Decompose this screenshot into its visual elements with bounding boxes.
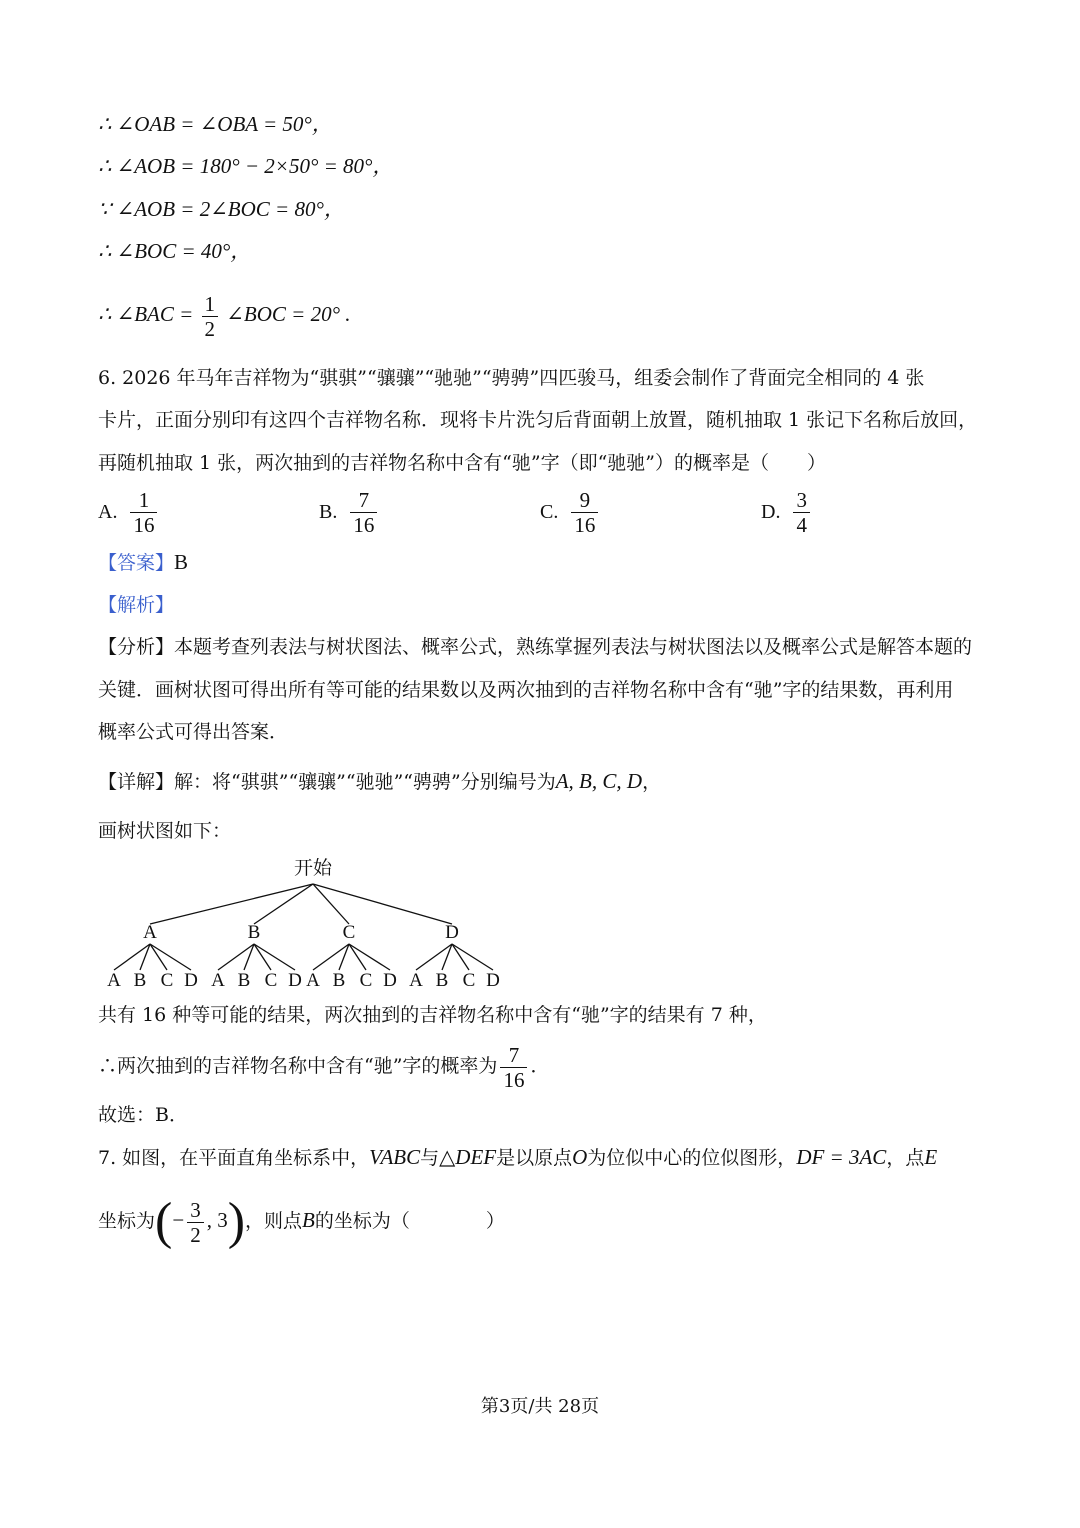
coord-denominator: 2	[190, 1222, 201, 1247]
tree-node-level2: B	[133, 970, 147, 991]
tree-node-level2: C	[264, 970, 278, 991]
option-b-numerator: 7	[350, 488, 377, 513]
option-a-denominator: 16	[133, 513, 155, 537]
q6-line-2: 卡片，正面分别印有这四个吉祥物名称．现将卡片洗匀后背面朝上放置，随机抽取 1 张记下名称后放回，	[98, 409, 978, 431]
tree-node-level2: D	[184, 970, 198, 991]
left-paren: (	[155, 1193, 173, 1250]
option-a-label: A.	[98, 501, 118, 523]
q6-line-1: 6. 2026 年马年吉祥物为“骐骐”“骧骧”“驰驰”“骋骋”四匹骏马，组委会制作了背面完全相同的 4 张	[98, 367, 925, 389]
q7-line-1	[98, 1143, 937, 1172]
tree-node-level1: B	[247, 922, 261, 943]
tree-branch	[313, 884, 452, 924]
result-numerator: 7	[500, 1043, 527, 1068]
option-d	[761, 488, 813, 537]
choose-line: 故选：B．	[98, 1104, 188, 1126]
q6-line-3: 再随机抽取 1 张，两次抽到的吉祥物名称中含有“驰”字（即“驰驰”）的概率是（ ）	[98, 452, 827, 474]
solution-line-4: ∴ ∠BOC = 40°，	[98, 239, 252, 263]
xiangjie-end: ，	[642, 771, 662, 793]
fenxi-line-1	[98, 633, 972, 661]
option-b-denominator: 16	[353, 513, 375, 537]
option-b-label: B.	[319, 501, 338, 523]
tree-root: 开始	[293, 857, 333, 879]
tree-node-level2: C	[462, 970, 476, 991]
option-a-fraction	[130, 488, 157, 537]
option-b-fraction	[350, 488, 377, 537]
result-line-2-suffix: ．	[530, 1055, 550, 1077]
tree-branch	[254, 944, 271, 970]
xiangjie-text: 解：将“骐骐”“骧骧”“驰驰”“骋骋”分别编号为	[174, 771, 556, 793]
option-c-denominator: 16	[574, 513, 596, 537]
result-line-1: 共有 16 种等可能的结果，两次抽到的吉祥物名称中含有“驰”字的结果有 7 种，	[98, 1004, 767, 1026]
tree-branch	[254, 884, 313, 924]
q7-prefix: 7. 如图，在平面直角坐标系中，	[98, 1147, 370, 1169]
tree-node-level2: D	[383, 970, 397, 991]
option-d-denominator: 4	[796, 513, 807, 537]
tree-branch	[349, 944, 366, 970]
tree-branch	[150, 944, 191, 970]
option-b	[319, 488, 380, 537]
fenxi-text-1: 本题考查列表法与树状图法、概率公式，熟练掌握列表法与树状图法以及概率公式是解答本题的	[174, 636, 973, 658]
fraction-denominator: 2	[204, 316, 216, 341]
solution-line-5-prefix: ∴ ∠BAC =	[98, 302, 194, 326]
q7-line-2-suffix: 的坐标为（ ）	[314, 1210, 505, 1232]
tree-node-level2: A	[211, 970, 225, 991]
q7-mid-3: 为位似中心的位似图形，	[587, 1147, 797, 1169]
q7-point-e: E	[924, 1145, 938, 1169]
tree-node-level2: C	[359, 970, 373, 991]
tree-node-level1: C	[342, 922, 356, 943]
q7-mid-4: ，点	[886, 1147, 925, 1169]
solution-line-1: ∴ ∠OAB = ∠OBA = 50°，	[98, 112, 333, 136]
tree-node-level2: B	[237, 970, 251, 991]
q7-triangle-1: VABC	[369, 1145, 421, 1169]
tree-branch	[452, 944, 469, 970]
result-fraction	[500, 1043, 527, 1092]
answer-tag: 【答案】	[98, 552, 175, 574]
tree-node-level1: A	[143, 922, 157, 943]
q7-line-2-mid: ，则点	[245, 1210, 303, 1232]
coord-sign: −	[172, 1208, 185, 1232]
option-a-numerator: 1	[130, 488, 157, 513]
tree-branch	[452, 944, 493, 970]
tree-node-level2: D	[288, 970, 302, 991]
tree-intro: 画树状图如下：	[98, 820, 232, 842]
fenxi-line-2: 关键．画树状图可得出所有等可能的结果数以及两次抽到的吉祥物名称中含有“驰”字的结果数，再利用	[98, 679, 954, 701]
xiangjie-math: A, B, C, D	[555, 769, 643, 793]
fraction-numerator: 1	[202, 292, 219, 317]
answer-line	[98, 548, 188, 577]
q7-line-2-prefix: 坐标为	[98, 1210, 156, 1232]
fenxi-tag: 【分析】	[98, 636, 175, 658]
q7-equation: DF = 3AC	[796, 1145, 887, 1169]
half-fraction	[202, 292, 219, 341]
tree-branch	[349, 944, 390, 970]
q7-line-2	[98, 1192, 505, 1249]
tree-branch	[313, 884, 349, 924]
option-a	[98, 488, 160, 537]
q7-mid-2: 是以原点	[496, 1147, 573, 1169]
tree-branch	[254, 944, 295, 970]
coord-numerator: 3	[187, 1198, 204, 1223]
result-line-2-prefix: ∴两次抽到的吉祥物名称中含有“驰”字的概率为	[98, 1055, 498, 1077]
analysis-tag: 【解析】	[98, 594, 175, 616]
xiangjie-tag: 【详解】	[98, 771, 175, 793]
option-c-numerator: 9	[571, 488, 598, 513]
tree-diagram	[95, 852, 515, 994]
solution-line-3: ∵ ∠AOB = 2∠BOC = 80°，	[98, 197, 345, 221]
tree-node-level2: A	[409, 970, 423, 991]
fenxi-line-3: 概率公式可得出答案．	[98, 721, 289, 743]
tree-branch	[150, 884, 313, 924]
option-c-label: C.	[540, 501, 559, 523]
solution-line-2: ∴ ∠AOB = 180° − 2×50° = 80°，	[98, 154, 394, 178]
tree-node-level2: D	[486, 970, 500, 991]
q7-mid-1: 与	[420, 1147, 440, 1169]
result-line-2	[98, 1040, 549, 1092]
right-paren: )	[227, 1193, 246, 1250]
q7-origin: O	[572, 1145, 588, 1169]
tree-node-level2: C	[160, 970, 174, 991]
answer-value: B	[174, 550, 189, 574]
tree-node-level1: D	[445, 922, 459, 943]
page-footer: 第3页/共 28页	[480, 1396, 600, 1417]
analysis-line	[98, 591, 174, 619]
solution-line-5	[98, 288, 350, 341]
coord-rest: , 3	[206, 1208, 228, 1232]
q7-point-b: B	[302, 1208, 315, 1232]
option-c-fraction	[571, 488, 598, 537]
result-denominator: 16	[503, 1067, 525, 1092]
xiangjie-line-1	[98, 767, 661, 796]
option-d-label: D.	[761, 501, 781, 523]
solution-line-5-suffix: ∠BOC = 20° .	[226, 302, 351, 326]
option-c	[540, 488, 601, 537]
tree-node-level2: B	[332, 970, 346, 991]
tree-branch	[150, 944, 167, 970]
option-d-fraction	[793, 488, 810, 537]
coord-fraction	[187, 1198, 204, 1247]
tree-node-level2: A	[107, 970, 121, 991]
q7-triangle-2: △DEF	[439, 1145, 497, 1169]
tree-node-level2: A	[306, 970, 320, 991]
option-d-numerator: 3	[793, 488, 810, 513]
tree-node-level2: B	[435, 970, 449, 991]
